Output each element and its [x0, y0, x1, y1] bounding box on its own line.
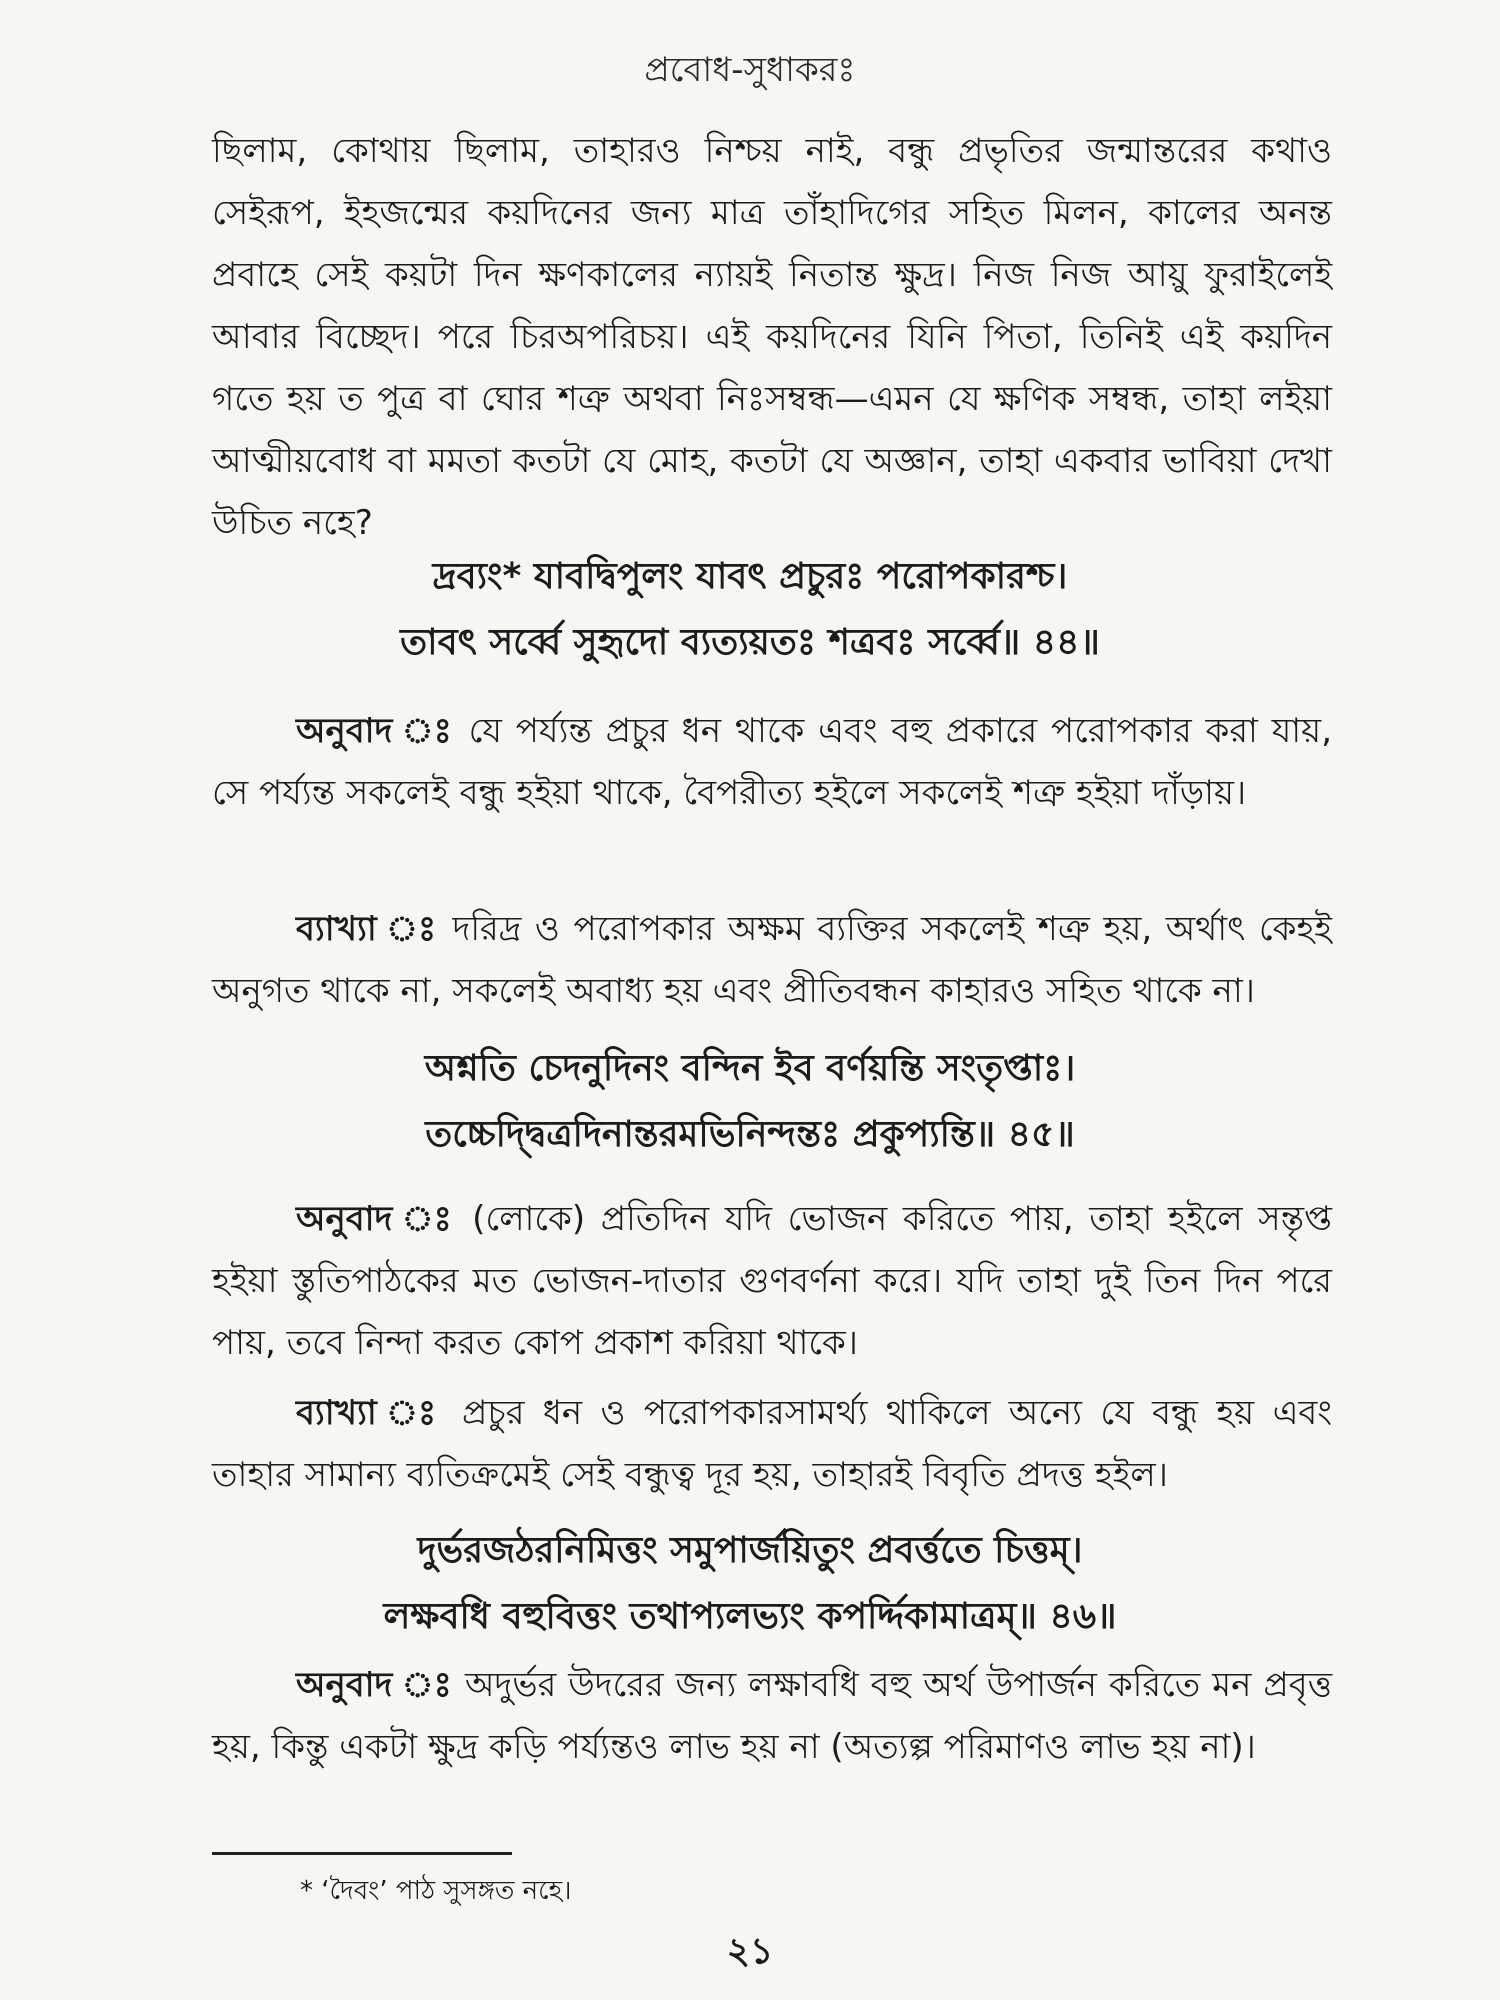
- translation-text: (লোকে) প্রতিদিন যদি ভোজন করিতে পায়, তাহা হইলে সন্তৃপ্ত হইয়া স্তুতিপাঠকের মত ভোজন-দাতার গুণবর্ণনা করে। যদি তাহা দুই তিন দিন পরে পায়, তবে নিন্দা করত কোপ প্রকাশ করিয়া থাকে।: [212, 1199, 1332, 1363]
- explanation-45: [212, 1382, 1332, 1506]
- translation-text: অদুর্ভর উদরের জন্য লক্ষাবধি বহু অর্থ উপার্জন করিতে মন প্রবৃত্ত হয়, কিন্তু একটা ক্ষুদ্র কড়ি পর্য্যন্তও লাভ হয় না (অত্যল্প পরিমাণও লাভ হয় না)।: [212, 1665, 1333, 1767]
- translation-46: [212, 1654, 1332, 1778]
- translation-label: অনুবাদ ঃ: [296, 1665, 453, 1705]
- intro-paragraph: ছিলাম, কোথায় ছিলাম, তাহারও নিশ্চয় নাই, বন্ধু প্রভৃতির জন্মান্তরের কথাও সেইরূপ, ইহজন্মের কয়দিনের জন্য মাত্র তাঁহাদিগের সহিত মিলন, কালের অনন্ত প্রবাহে সেই কয়টা দিন ক্ষণকালের ন্যায়ই নিতান্ত ক্ষুদ্র। নিজ নিজ আয়ু ফুরাইলেই আবার বিচ্ছেদ। পরে চিরঅপরিচয়। এই কয়দিনের যিনি পিতা, তিনিই এই কয়দিন গতে হয় ত পুত্র বা ঘোর শত্রু অথবা নিঃসম্বন্ধ—এমন যে ক্ষণিক সম্বন্ধ, তাহা লইয়া আত্মীয়বোধ বা মমতা কতটা যে মোহ, কতটা যে অজ্ঞান, তাহা একবার ভাবিয়া দেখা উচিত নহে?: [212, 131, 1332, 543]
- verse-46: [0, 1518, 1500, 1650]
- translation-label: অনুবাদ ঃ: [296, 1199, 457, 1239]
- explanation-label: ব্যাখ্যা ঃ: [296, 1393, 444, 1433]
- explanation-text: প্রচুর ধন ও পরোপকারসামর্থ্য থাকিলে অন্যে যে বন্ধু হয় এবং তাহার সামান্য ব্যতিক্রমেই সেই বন্ধুত্ব দূর হয়, তাহারই বিবৃতি প্রদত্ত হইল।: [212, 1393, 1332, 1495]
- page-number: ২১: [726, 1931, 774, 1972]
- verse-45: [0, 1036, 1500, 1168]
- running-header: প্রবোধ-সুধাকরঃ: [644, 50, 856, 90]
- footnote-divider: [212, 1852, 512, 1855]
- translation-44: [212, 700, 1332, 824]
- explanation-44: [212, 898, 1332, 1022]
- translation-label: অনুবাদ ঃ: [296, 711, 455, 751]
- verse-46-line-1: দুর্ভরজঠরনিমিত্তং সমুপার্জয়িতুং প্রবর্ত্ততে চিত্তম্।: [417, 1530, 1083, 1571]
- verse-46-line-2: লক্ষবধি বহুবিত্তং তথাপ্যলভ্যং কপর্দ্দিকামাত্রম্॥ ৪৬॥: [383, 1596, 1117, 1637]
- verse-45-line-1: অশ্নতি চেদনুদিনং বন্দিন ইব বর্ণয়ন্তি সংতৃপ্তাঃ।: [424, 1048, 1076, 1089]
- explanation-text: দরিদ্র ও পরোপকার অক্ষম ব্যক্তির সকলেই শত্রু হয়, অর্থাৎ কেহই অনুগত থাকে না, সকলেই অবাধ্য হয় এবং প্রীতিবন্ধন কাহারও সহিত থাকে না।: [212, 909, 1332, 1011]
- translation-45: [212, 1188, 1332, 1374]
- translation-text: যে পর্য্যন্ত প্রচুর ধন থাকে এবং বহু প্রকারে পরোপকার করা যায়, সে পর্য্যন্ত সকলেই বন্ধু হইয়া থাকে, বৈপরীত্য হইলে সকলেই শত্রু হইয়া দাঁড়ায়।: [212, 711, 1333, 813]
- verse-45-line-2: তচ্চেদ্দ্বিত্রদিনান্তরমভিনিন্দন্তঃ প্রকুপ্যন্তি॥ ৪৫॥: [425, 1114, 1075, 1155]
- verse-44-line-1: দ্রব্যং* যাবদ্বিপুলং যাবৎ প্রচুরঃ পরোপকারশ্চ।: [432, 556, 1068, 597]
- verse-44-line-2: তাবৎ সর্ব্বে সুহৃদো ব্যত্যয়তঃ শত্রবঃ সর্ব্বে॥ ৪৪॥: [400, 622, 1100, 663]
- footnote: * ‘দৈবং’ পাঠ সুসঙ্গত নহে।: [300, 1876, 572, 1906]
- verse-44: [0, 544, 1500, 676]
- explanation-label: ব্যাখ্যা ঃ: [296, 909, 439, 949]
